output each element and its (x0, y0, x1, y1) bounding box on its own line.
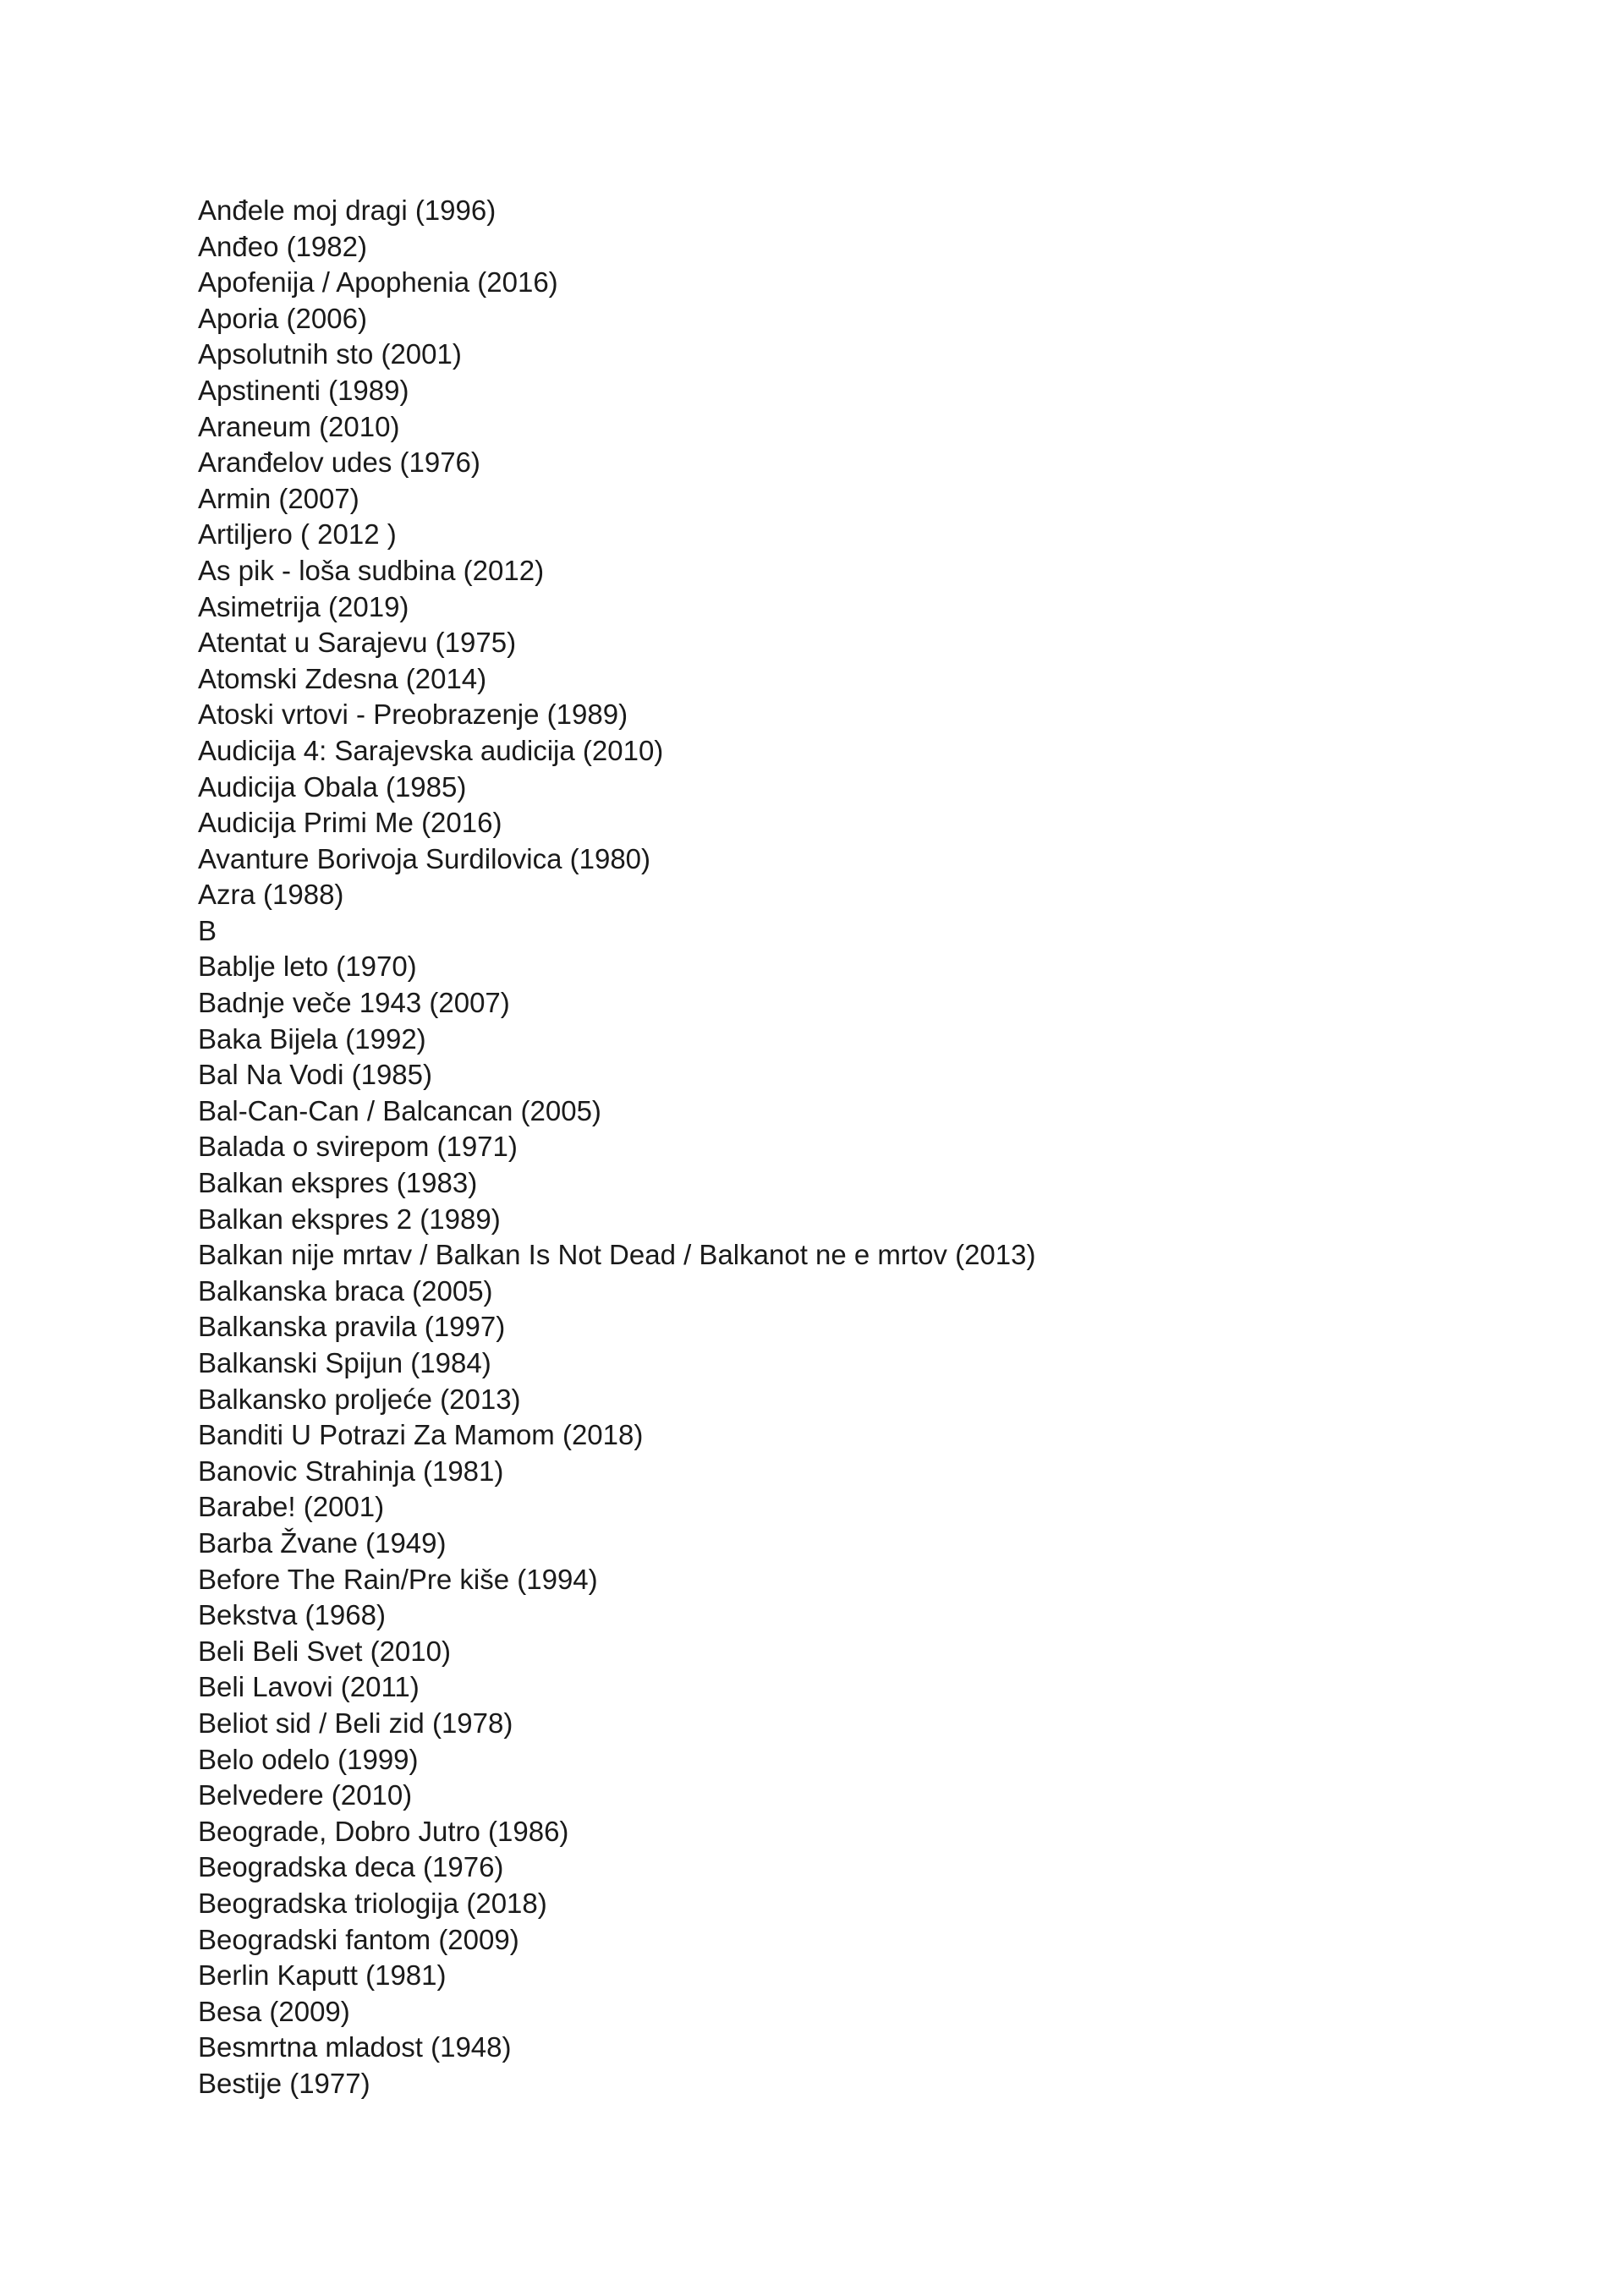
film-list-item: Apofenija / Apophenia (2016) (198, 266, 558, 299)
film-list-item: B (198, 914, 217, 946)
film-list-item: Bal Na Vodi (1985) (198, 1059, 433, 1091)
film-list-item: Berlin Kaputt (1981) (198, 1959, 447, 1992)
film-list-item: Before The Rain/Pre kiše (1994) (198, 1563, 598, 1595)
film-list-item: Banovic Strahinja (1981) (198, 1455, 504, 1487)
film-list-item: Anđeo (1982) (198, 230, 367, 262)
film-list-item: Audicija 4: Sarajevska audicija (2010) (198, 734, 664, 766)
film-list-item: Avanture Borivoja Surdilovica (1980) (198, 842, 651, 874)
film-list-item: As pik - loša sudbina (2012) (198, 554, 545, 586)
film-list-item: Artiljero ( 2012 ) (198, 518, 397, 551)
film-list-item: Balada o svirepom (1971) (198, 1131, 518, 1163)
film-list-item: Balkansko proljeće (2013) (198, 1383, 521, 1415)
film-list-item: Barba Žvane (1949) (198, 1526, 447, 1559)
film-list-item: Apstinenti (1989) (198, 374, 409, 406)
film-list-item: Balkanski Spijun (1984) (198, 1347, 491, 1378)
film-list-item: Beograde, Dobro Jutro (1986) (198, 1815, 569, 1847)
film-list-item: Audicija Primi Me (2016) (198, 807, 502, 839)
film-list-item: Balkanska pravila (1997) (198, 1311, 506, 1343)
film-list-item: Beli Beli Svet (2010) (198, 1635, 451, 1667)
film-list-item: Aporia (2006) (198, 302, 367, 334)
film-list-item: Besmrtna mladost (1948) (198, 2031, 512, 2063)
film-list-item: Asimetrija (2019) (198, 590, 409, 622)
film-list-item: Balkan nije mrtav / Balkan Is Not Dead / Balkanot ne e mrtov (2013) (198, 1239, 1036, 1271)
film-list-item: Anđele moj dragi (1996) (198, 195, 497, 226)
film-list-item: Armin (2007) (198, 482, 359, 514)
film-list-item: Beliot sid / Beli zid (1978) (198, 1707, 513, 1739)
film-list-item: Beogradska deca (1976) (198, 1851, 504, 1883)
film-list-item: Apsolutnih sto (2001) (198, 338, 462, 370)
film-list-item: Bablje leto (1970) (198, 951, 417, 983)
film-list-item: Badnje veče 1943 (2007) (198, 987, 510, 1019)
film-list-item: Atomski Zdesna (2014) (198, 662, 487, 694)
film-list-item: Belo odelo (1999) (198, 1743, 419, 1775)
film-list-item: Banditi U Potrazi Za Mamom (2018) (198, 1419, 644, 1451)
film-list-item: Balkan ekspres (1983) (198, 1167, 478, 1199)
film-list-item: Atoski vrtovi - Preobrazenje (1989) (198, 699, 628, 731)
film-list-item: Balkanska braca (2005) (198, 1274, 493, 1307)
film-list-item: Beogradski fantom (2009) (198, 1923, 519, 1955)
film-list-item: Bal-Can-Can / Balcancan (2005) (198, 1094, 601, 1126)
film-list-item: Beli Lavovi (2011) (198, 1671, 420, 1703)
film-list-item: Audicija Obala (1985) (198, 770, 467, 803)
film-list-item: Bestije (1977) (198, 2067, 370, 2099)
film-list-item: Barabe! (2001) (198, 1491, 385, 1523)
film-list (198, 193, 1035, 2101)
film-list-item: Balkan ekspres 2 (1989) (198, 1203, 501, 1235)
film-list-item: Araneum (2010) (198, 410, 400, 442)
film-list-item: Aranđelov udes (1976) (198, 447, 480, 479)
film-list-item: Azra (1988) (198, 879, 344, 911)
film-list-item: Bekstva (1968) (198, 1599, 386, 1631)
film-list-item: Atentat u Sarajevu (1975) (198, 627, 517, 659)
film-list-item: Belvedere (2010) (198, 1779, 413, 1811)
film-list-item: Baka Bijela (1992) (198, 1022, 426, 1055)
film-list-item: Beogradska triologija (2018) (198, 1887, 547, 1919)
film-list-item: Besa (2009) (198, 1995, 350, 2027)
